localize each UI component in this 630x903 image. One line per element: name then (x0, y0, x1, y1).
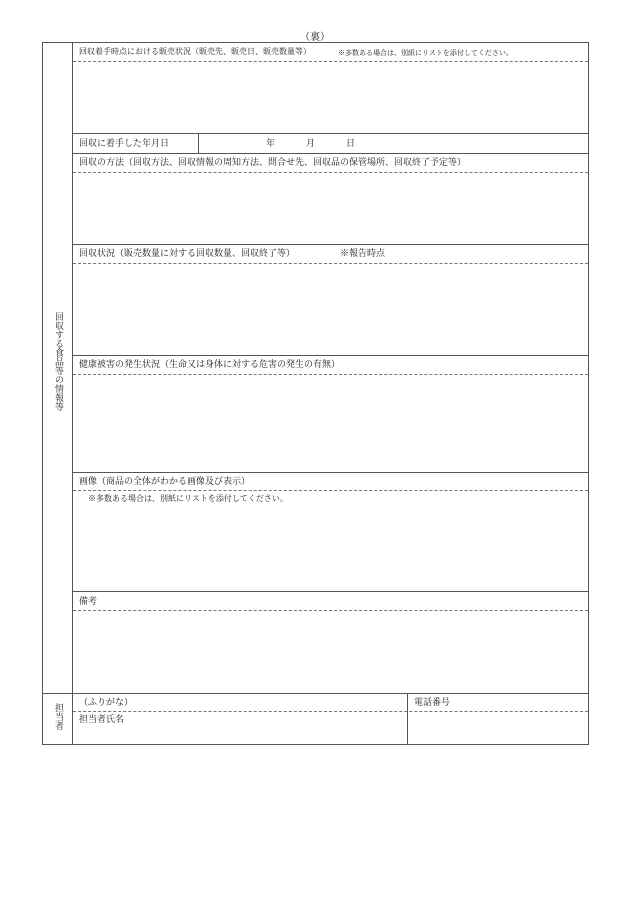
image-divider (73, 490, 588, 491)
furigana-divider (73, 711, 588, 712)
row-divider-contact (42, 693, 589, 694)
method-divider (73, 172, 588, 173)
start-date-year: 年 (266, 139, 276, 149)
phone-label: 電話番号 (414, 698, 451, 708)
health-damage-divider (73, 374, 588, 375)
start-date-label: 回収に着手した年月日 (79, 139, 170, 149)
status-note: ※報告時点 (340, 249, 386, 259)
image-label: 画像（商品の全体がわかる画像及び表示） (79, 477, 251, 487)
health-damage-label: 健康被害の発生状況（生命又は身体に対する危害の発生の有無） (79, 360, 341, 370)
sales-status-divider (73, 61, 588, 62)
row-divider-method (72, 153, 589, 154)
method-label: 回収の方法（回収方法、回収情報の周知方法、問合せ先、回収品の保管場所、回収終了予定等） (79, 158, 467, 168)
start-date-month: 月 (306, 139, 316, 149)
status-field[interactable] (79, 267, 584, 351)
status-label: 回収状況（販売数量に対する回収数量、回収終了等） (79, 249, 296, 259)
sales-status-label: 回収着手時点における販売状況（販売先、販売日、販売数量等） (79, 47, 311, 56)
phone-cell-divider (407, 693, 408, 745)
start-date-cell-divider (198, 133, 199, 153)
row-divider-start-date (72, 133, 589, 134)
remarks-field[interactable] (79, 614, 584, 688)
row-divider-health (72, 355, 589, 356)
status-divider (73, 263, 588, 264)
row-divider-status (72, 244, 589, 245)
phone-field[interactable] (414, 714, 584, 740)
sales-status-field[interactable] (79, 65, 584, 129)
person-name-label: 担当者氏名 (79, 715, 125, 725)
start-date-day: 日 (346, 139, 356, 149)
image-field[interactable] (79, 508, 584, 586)
person-name-field[interactable] (140, 714, 400, 740)
contact-side-label: 担当者 (53, 703, 63, 730)
page-side-label: （裏） (300, 32, 330, 43)
health-damage-field[interactable] (79, 378, 584, 466)
row-divider-remarks (72, 591, 589, 592)
furigana-label: （ふりがな） (79, 698, 134, 708)
remarks-divider (73, 610, 588, 611)
remarks-label: 備考 (79, 597, 98, 607)
image-note: ※多数ある場合は、別紙にリストを添付してください。 (88, 494, 288, 503)
row-divider-image (72, 472, 589, 473)
sales-status-note: ※多数ある場合は、別紙にリストを添付してください。 (338, 49, 513, 57)
side-column-divider (72, 42, 73, 745)
recall-info-side-label: 回収する食品等の情報等 (53, 312, 63, 411)
method-field[interactable] (79, 176, 584, 240)
